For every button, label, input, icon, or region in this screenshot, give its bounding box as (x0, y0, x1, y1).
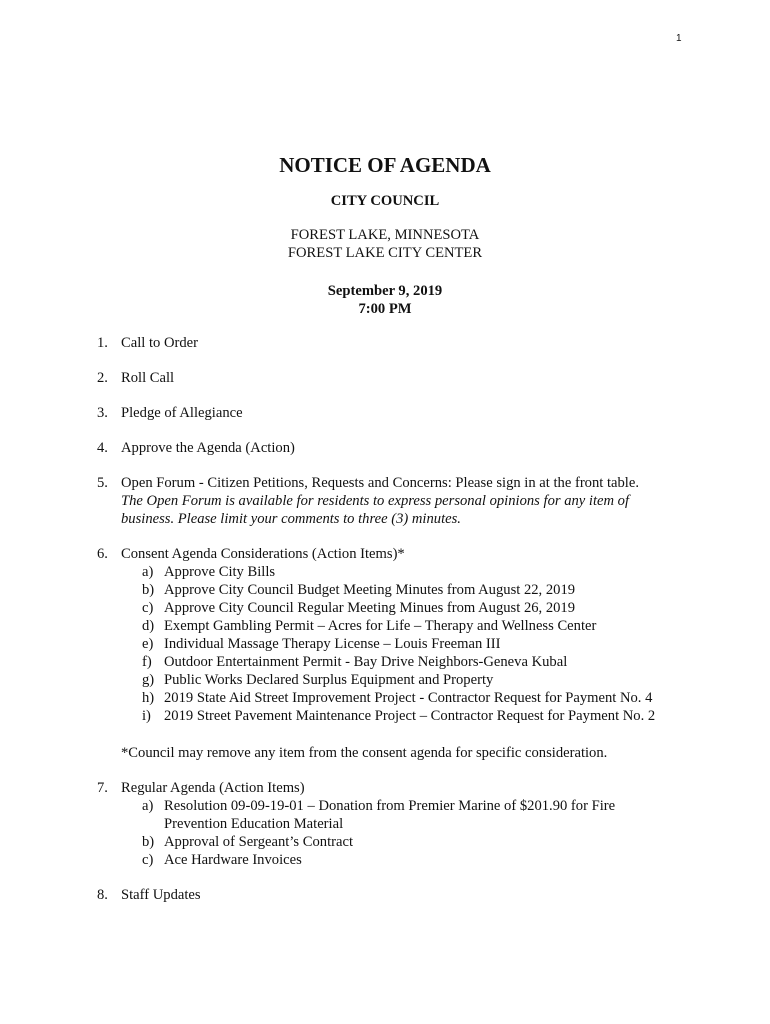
agenda-item-3 (97, 404, 737, 422)
meeting-time: 7:00 PM (358, 301, 412, 317)
subitem-letter: h) (142, 690, 155, 706)
subitem-text: Resolution 09-09-19-01 – Donation from Premier Marine of $201.90 for Fire (164, 798, 616, 814)
subitem-text: Exempt Gambling Permit – Acres for Life – Therapy and Wellness Center (164, 618, 597, 634)
subitem-text: Public Works Declared Surplus Equipment and Property (164, 672, 494, 688)
subitem-text: Approve City Bills (164, 564, 276, 580)
subitem-e (142, 635, 737, 653)
subitem-i (142, 707, 737, 725)
subitem-letter: f) (142, 654, 152, 670)
subitem-a (142, 563, 737, 581)
subitem-text: Ace Hardware Invoices (164, 852, 302, 868)
subitem-letter: d) (142, 618, 155, 634)
open-forum-note-line-1: The Open Forum is available for residents to express personal opinions for any item of (121, 493, 630, 509)
subitem-text: Approve City Council Budget Meeting Minutes from August 22, 2019 (164, 582, 576, 598)
open-forum-note-line-2: business. Please limit your comments to three (3) minutes. (121, 511, 461, 527)
item-number: 1. (97, 335, 108, 351)
item-text: Roll Call (121, 370, 175, 386)
item-text: Regular Agenda (Action Items) (121, 780, 305, 796)
item-text: Approve the Agenda (Action) (121, 440, 295, 456)
subitem-a (142, 797, 737, 833)
agenda-item-2 (97, 369, 737, 387)
subitem-g (142, 671, 737, 689)
item-number: 4. (97, 440, 108, 456)
item-number: 8. (97, 887, 108, 903)
location-venue: FOREST LAKE CITY CENTER (287, 245, 483, 261)
subitem-d (142, 617, 737, 635)
agenda-item-8 (97, 886, 737, 904)
item-text: Consent Agenda Considerations (Action Items)* (121, 546, 405, 562)
document-title: NOTICE OF AGENDA (279, 153, 491, 177)
agenda-item-1 (97, 334, 737, 352)
subitem-text: 2019 Street Pavement Maintenance Project – Contractor Request for Payment No. 2 (164, 708, 656, 724)
item-text: Pledge of Allegiance (121, 405, 243, 421)
agenda-list (97, 334, 737, 904)
item-text: Staff Updates (121, 887, 201, 903)
subitem-text-continued: Prevention Education Material (164, 816, 344, 832)
subitem-letter: g) (142, 672, 155, 688)
governing-body: CITY COUNCIL (330, 193, 440, 209)
regular-subitems (142, 797, 737, 869)
agenda-item-6 (97, 545, 737, 762)
subitem-letter: a) (142, 798, 154, 814)
meeting-date: September 9, 2019 (327, 283, 443, 299)
subitem-b (142, 833, 737, 851)
subitem-text: Approval of Sergeant’s Contract (164, 834, 353, 850)
subitem-letter: b) (142, 834, 155, 850)
item-number: 5. (97, 475, 108, 491)
subitem-h (142, 689, 737, 707)
location-city: FOREST LAKE, MINNESOTA (290, 227, 480, 243)
subitem-c (142, 851, 737, 869)
subitem-text: Individual Massage Therapy License – Louis Freeman III (164, 636, 501, 652)
item-text: Call to Order (121, 335, 199, 351)
subitem-letter: c) (142, 852, 154, 868)
agenda-item-5 (97, 474, 737, 528)
subitem-b (142, 581, 737, 599)
subitem-text: Approve City Council Regular Meeting Minues from August 26, 2019 (164, 600, 576, 616)
agenda-item-7 (97, 779, 737, 869)
consent-agenda-footnote: *Council may remove any item from the consent agenda for specific consideration. (121, 745, 608, 761)
subitem-letter: a) (142, 564, 154, 580)
item-number: 7. (97, 780, 108, 796)
item-number: 6. (97, 546, 108, 562)
subitem-text: Outdoor Entertainment Permit - Bay Drive Neighbors-Geneva Kubal (164, 654, 568, 670)
subitem-f (142, 653, 737, 671)
item-text: Open Forum - Citizen Petitions, Requests and Concerns: Please sign in at the front table. (121, 475, 639, 491)
item-number: 2. (97, 370, 108, 386)
subitem-letter: b) (142, 582, 155, 598)
subitem-letter: i) (142, 708, 151, 724)
subitem-letter: c) (142, 600, 154, 616)
item-number: 3. (97, 405, 108, 421)
agenda-item-4 (97, 439, 737, 457)
page-number: 1 (676, 33, 682, 44)
subitem-letter: e) (142, 636, 154, 652)
consent-subitems (142, 563, 737, 725)
subitem-c (142, 599, 737, 617)
subitem-text: 2019 State Aid Street Improvement Project - Contractor Request for Payment No. 4 (164, 690, 653, 706)
